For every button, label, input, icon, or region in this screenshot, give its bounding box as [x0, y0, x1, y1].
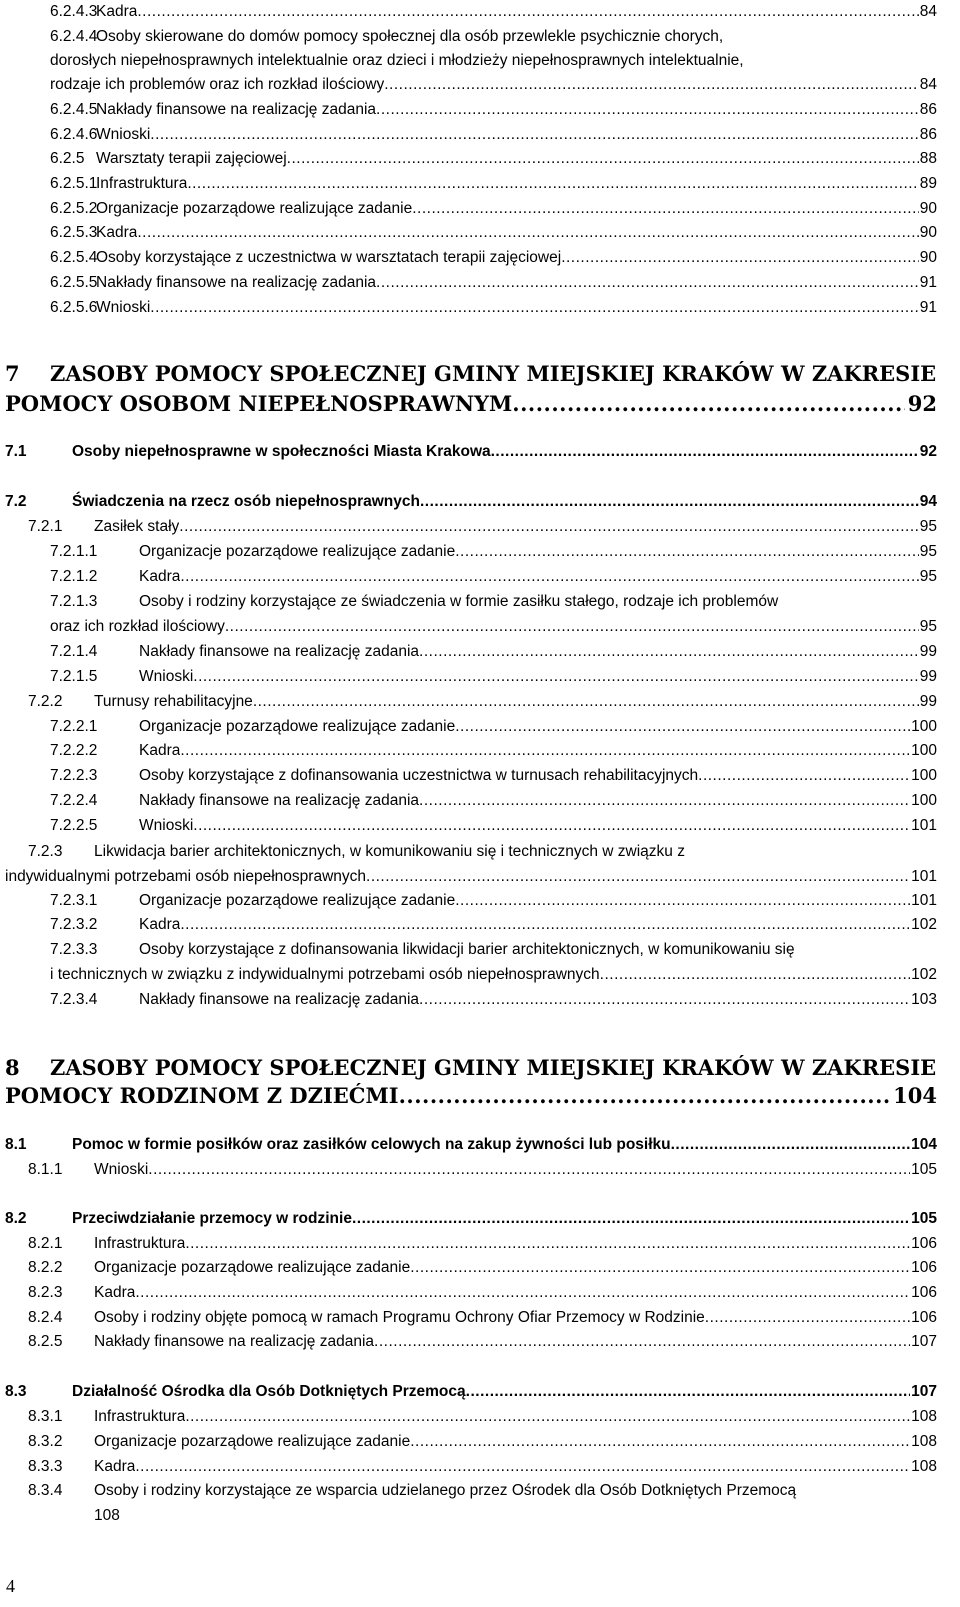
toc-entry-title: Infrastruktura — [94, 1408, 186, 1425]
toc-entry-title: Organizacje pozarządowe realizujące zadanie — [94, 1259, 411, 1276]
toc-entry-page: 84 — [919, 3, 937, 20]
toc-entry-title: dorosłych niepełnosprawnych intelektualnie oraz dzieci i młodzieży niepełnosprawnych intelektualnie, — [50, 52, 744, 69]
toc-entry-page: 102 — [911, 966, 937, 983]
dot-leader — [491, 440, 919, 464]
toc-entry-page: 100 — [911, 767, 937, 784]
toc-entry-title: Nakłady finansowe na realizację zadania — [96, 274, 377, 291]
toc-entry-title: indywidualnymi potrzebami osób niepełnosprawnych — [5, 868, 367, 885]
dot-leader — [287, 147, 919, 171]
toc-entry-title: Kadra — [94, 1284, 136, 1301]
toc-entry-title: Osoby skierowane do domów pomocy społecznej dla osób przewlekle psychicznie chorych, — [96, 28, 724, 45]
toc-entry-number: 8.2.4 — [28, 1309, 63, 1326]
dot-leader — [419, 988, 910, 1012]
toc-entry-page: 100 — [911, 718, 937, 735]
toc-entry-title: ZASOBY POMOCY SPOŁECZNEJ GMINY MIEJSKIEJ KRAKÓW W ZAKRESIE — [50, 1055, 937, 1080]
toc-entry-page: 105 — [911, 1161, 937, 1178]
toc-entry-number: 6.2.5 — [50, 150, 85, 167]
toc-entry-title: Organizacje pozarządowe realizujące zadanie — [139, 892, 456, 909]
toc-entry-page: 86 — [919, 126, 937, 143]
toc-entry-number: 6.2.5.1 — [50, 175, 98, 192]
toc-entry-title: POMOCY RODZINOM Z DZIEĆMI — [5, 1083, 399, 1108]
toc-entry-title: Nakłady finansowe na realizację zadania — [96, 101, 377, 118]
toc-entry-title: Organizacje pozarządowe realizujące zadanie — [139, 543, 456, 560]
page-number: 4 — [6, 1576, 15, 1596]
toc-entry-title: Osoby korzystające z dofinansowania likwidacji barier architektonicznych, w komunikowaniu się — [139, 941, 795, 958]
toc-entry-title: Likwidacja barier architektonicznych, w komunikowaniu się i technicznych w związku z — [94, 843, 685, 860]
dot-leader — [253, 690, 919, 714]
toc-entry-title: Kadra — [96, 3, 138, 20]
toc-entry-number: 7.2.2.1 — [50, 718, 98, 735]
toc-entry-number: 8.2.2 — [28, 1259, 63, 1276]
toc-entry-title: i technicznych w związku z indywidualnymi potrzebami osób niepełnosprawnych — [50, 966, 600, 983]
toc-entry-number: 7.2 — [5, 493, 27, 510]
toc-entry-title: Wnioski — [139, 817, 194, 834]
dot-leader — [419, 640, 919, 664]
toc-entry-page: 91 — [919, 299, 937, 316]
dot-leader — [420, 490, 919, 514]
toc-entry-page: 90 — [919, 200, 937, 217]
toc-entry-title: Działalność Ośrodka dla Osób Dotkniętych Przemocą — [72, 1383, 466, 1400]
toc-entry-page: 100 — [911, 792, 937, 809]
dot-leader — [180, 565, 918, 589]
dot-leader — [376, 98, 919, 122]
toc-entry-page: 92 — [919, 443, 937, 460]
toc-entry-page: 105 — [911, 1210, 937, 1227]
toc-entry-number: 7.2.3.1 — [50, 892, 98, 909]
toc-entry-title: POMOCY OSOBOM NIEPEŁNOSPRAWNYM — [5, 391, 513, 416]
dot-leader — [187, 172, 918, 196]
toc-entry-page: 95 — [919, 518, 937, 535]
dot-leader — [412, 197, 919, 221]
dot-leader — [512, 390, 904, 418]
toc-entry-page: 106 — [911, 1259, 937, 1276]
dot-leader — [137, 0, 918, 24]
toc-entry-page: 102 — [911, 916, 937, 933]
toc-entry-title: Wnioski — [94, 1161, 149, 1178]
toc-entry-number: 8.2 — [5, 1210, 27, 1227]
toc-entry-title: Osoby niepełnosprawne w społeczności Miasta Krakowa — [72, 443, 491, 460]
toc-entry-title: Nakłady finansowe na realizację zadania — [139, 643, 420, 660]
dot-leader — [374, 1330, 910, 1354]
toc-entry-title: Osoby i rodziny korzystające ze wsparcia udzielanego przez Ośrodek dla Osób Dotkniętych Przemocą — [94, 1482, 797, 1499]
dot-leader — [376, 271, 919, 295]
toc-entry-title: Świadczenia na rzecz osób niepełnosprawnych — [72, 493, 420, 510]
toc-entry-number: 7.2.2.2 — [50, 742, 98, 759]
toc-entry-page: 101 — [911, 817, 937, 834]
dot-leader — [466, 1380, 910, 1404]
toc-entry-number: 8.3.3 — [28, 1458, 63, 1475]
toc-entry-title: Kadra — [139, 742, 181, 759]
toc-entry-page: 94 — [919, 493, 937, 510]
dot-leader — [185, 1405, 910, 1429]
toc-entry-number: 6.2.5.5 — [50, 274, 98, 291]
toc-entry-page: 90 — [919, 224, 937, 241]
toc-entry-title: Kadra — [94, 1458, 136, 1475]
toc-entry-number: 7.2.2.5 — [50, 817, 98, 834]
dot-leader — [225, 615, 919, 639]
toc-entry-number: 8.1 — [5, 1136, 27, 1153]
toc-entry-page: 106 — [911, 1284, 937, 1301]
dot-leader — [148, 1158, 910, 1182]
toc-entry-title: Wnioski — [96, 299, 151, 316]
toc-entry-page: 95 — [919, 618, 937, 635]
toc-entry-page: 106 — [911, 1235, 937, 1252]
toc-entry-page: 86 — [919, 101, 937, 118]
toc-entry-title: Nakłady finansowe na realizację zadania — [94, 1333, 375, 1350]
dot-leader — [410, 1430, 910, 1454]
toc-entry-number: 8.2.5 — [28, 1333, 63, 1350]
toc-entry-number: 6.2.4.5 — [50, 101, 98, 118]
toc-entry-title: Wnioski — [139, 668, 194, 685]
toc-entry-number: 7.2.1.2 — [50, 568, 98, 585]
toc-entry-title: Organizacje pozarządowe realizujące zadanie — [139, 718, 456, 735]
dot-leader — [705, 1306, 910, 1330]
toc-entry-title: Osoby i rodziny korzystające ze świadczenia w formie zasiłku stałego, rodzaje ich problemów — [139, 593, 779, 610]
dot-leader — [352, 1207, 910, 1231]
toc-entry-title: Infrastruktura — [96, 175, 188, 192]
toc-entry-page: 90 — [919, 249, 937, 266]
toc-entry-title: Kadra — [139, 568, 181, 585]
toc-entry-number: 7.2.3.3 — [50, 941, 98, 958]
toc-entry-title: Zasiłek stały — [94, 518, 180, 535]
toc-entry-page: 88 — [919, 150, 937, 167]
toc-entry-number: 6.2.4.6 — [50, 126, 98, 143]
toc-entry-title: Kadra — [139, 916, 181, 933]
toc-entry-title: rodzaje ich problemów oraz ich rozkład ilościowy — [50, 76, 385, 93]
toc-entry-number: 7.2.3 — [28, 843, 63, 860]
toc-entry-page: 95 — [919, 568, 937, 585]
dot-leader — [180, 913, 910, 937]
toc-entry-title: Turnusy rehabilitacyjne — [94, 693, 253, 710]
dot-leader — [193, 814, 910, 838]
toc-entry-title: Osoby i rodziny objęte pomocą w ramach Programu Ochrony Ofiar Przemocy w Rodzinie — [94, 1309, 705, 1326]
toc-entry-title: ZASOBY POMOCY SPOŁECZNEJ GMINY MIEJSKIEJ KRAKÓW W ZAKRESIE — [50, 361, 937, 386]
toc-entry-number: 6.2.5.4 — [50, 249, 98, 266]
toc-entry-number: 7.1 — [5, 443, 27, 460]
dot-leader — [399, 1082, 891, 1110]
toc-entry-number: 7.2.1.1 — [50, 543, 98, 560]
dot-leader — [419, 789, 910, 813]
dot-leader — [185, 1232, 910, 1256]
toc-entry-number: 8.2.1 — [28, 1235, 63, 1252]
toc-entry-title: Przeciwdziałanie przemocy w rodzinie — [72, 1210, 352, 1227]
toc-entry-title: oraz ich rozkład ilościowy — [50, 618, 225, 635]
toc-entry-page: 108 — [911, 1408, 937, 1425]
toc-entry-page: 103 — [911, 991, 937, 1008]
toc-entry-number: 7.2.2 — [28, 693, 63, 710]
toc-entry-number: 7.2.3.4 — [50, 991, 98, 1008]
toc-entry-title: Organizacje pozarządowe realizujące zadanie — [96, 200, 413, 217]
toc-entry-page: 104 — [893, 1083, 937, 1108]
toc-entry-number: 6.2.5.3 — [50, 224, 98, 241]
toc-entry-page: 107 — [911, 1333, 937, 1350]
toc-entry-page: 100 — [911, 742, 937, 759]
toc-entry-number: 8.3.4 — [28, 1482, 63, 1499]
dot-leader — [366, 865, 910, 889]
toc-entry-page: 101 — [911, 868, 937, 885]
dot-leader — [698, 764, 910, 788]
toc-entry-title: Nakłady finansowe na realizację zadania — [139, 792, 420, 809]
toc-entry-page: 89 — [919, 175, 937, 192]
toc-entry-page: 104 — [911, 1136, 937, 1153]
dot-leader — [455, 540, 919, 564]
toc-entry-number: 7.2.1 — [28, 518, 63, 535]
toc-entry-number: 7.2.1.5 — [50, 668, 98, 685]
toc-entry-page: 84 — [919, 76, 937, 93]
toc-entry-title: Infrastruktura — [94, 1235, 186, 1252]
dot-leader — [150, 123, 918, 147]
dot-leader — [193, 665, 918, 689]
toc-entry-title: Warsztaty terapii zajęciowej — [96, 150, 287, 167]
dot-leader — [600, 963, 910, 987]
toc-entry-page: 108 — [911, 1458, 937, 1475]
toc-entry-page: 108 — [911, 1433, 937, 1450]
toc-entry-number: 8.1.1 — [28, 1161, 63, 1178]
toc-entry-page: 99 — [919, 643, 937, 660]
toc-entry-number: 8 — [5, 1055, 20, 1080]
toc-entry-number: 8.3 — [5, 1383, 27, 1400]
dot-leader — [135, 1455, 910, 1479]
toc-entry-page: 95 — [919, 543, 937, 560]
toc-entry-page: 92 — [907, 391, 937, 416]
toc-entry-number: 7.2.1.3 — [50, 593, 98, 610]
dot-leader — [455, 889, 910, 913]
toc-entry-number: 6.2.5.6 — [50, 299, 98, 316]
toc-entry-page: 99 — [919, 668, 937, 685]
toc-entry-number: 8.2.3 — [28, 1284, 63, 1301]
toc-entry-number: 6.2.5.2 — [50, 200, 98, 217]
dot-leader — [135, 1281, 910, 1305]
toc-entry-title: Wnioski — [96, 126, 151, 143]
dot-leader — [150, 296, 918, 320]
toc-entry-title: Kadra — [96, 224, 138, 241]
dot-leader — [671, 1133, 911, 1157]
toc-entry-title: Organizacje pozarządowe realizujące zadanie — [94, 1433, 411, 1450]
toc-entry-title: Osoby korzystające z dofinansowania uczestnictwa w turnusach rehabilitacyjnych — [139, 767, 699, 784]
toc-entry-number: 7.2.3.2 — [50, 916, 98, 933]
toc-entry-title: Osoby korzystające z uczestnictwa w warsztatach terapii zajęciowej — [96, 249, 562, 266]
dot-leader — [561, 246, 919, 270]
dot-leader — [180, 739, 910, 763]
toc-entry-title: Nakłady finansowe na realizację zadania — [139, 991, 420, 1008]
dot-leader — [410, 1256, 910, 1280]
dot-leader — [384, 73, 919, 97]
toc-entry-page: 99 — [919, 693, 937, 710]
toc-entry-number: 6.2.4.3 — [50, 3, 98, 20]
dot-leader — [455, 715, 910, 739]
toc-entry-number: 7.2.1.4 — [50, 643, 98, 660]
toc-entry-number: 8.3.1 — [28, 1408, 63, 1425]
toc-entry-number: 7.2.2.3 — [50, 767, 98, 784]
toc-entry-page: 91 — [919, 274, 937, 291]
toc-entry-page: 106 — [911, 1309, 937, 1326]
toc-entry-page: 101 — [911, 892, 937, 909]
dot-leader — [137, 221, 918, 245]
toc-entry-title: 108 — [94, 1507, 120, 1524]
toc-entry-number: 6.2.4.4 — [50, 28, 98, 45]
toc-entry-page: 107 — [911, 1383, 937, 1400]
toc-entry-title: Pomoc w formie posiłków oraz zasiłków celowych na zakup żywności lub posiłku — [72, 1136, 671, 1153]
dot-leader — [179, 515, 918, 539]
toc-entry-number: 7.2.2.4 — [50, 792, 98, 809]
toc-entry-number: 7 — [5, 361, 20, 386]
toc-entry-number: 8.3.2 — [28, 1433, 63, 1450]
